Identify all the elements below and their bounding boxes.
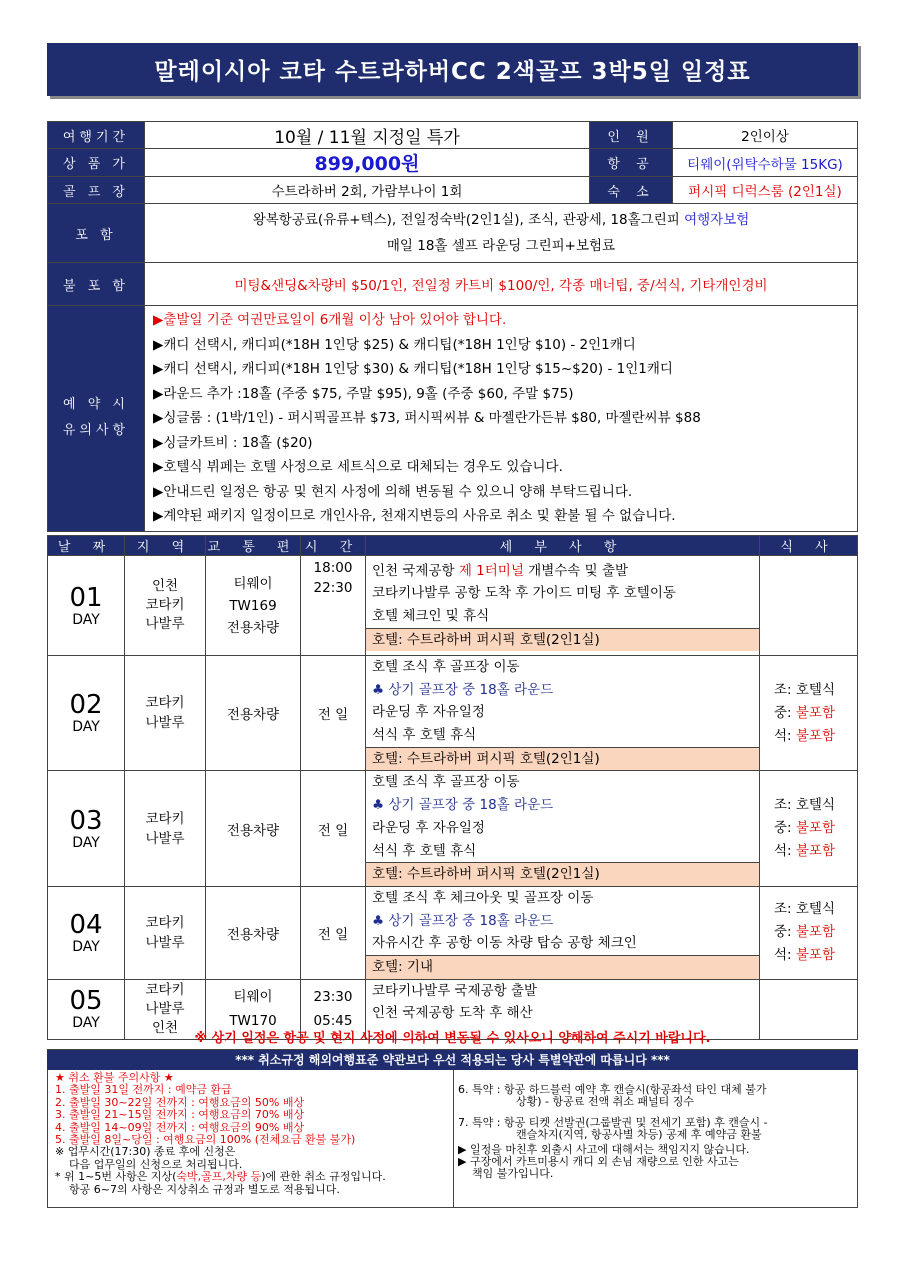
meal-cell: 조: 호텔식 중: 불포함 석: 불포함 <box>760 886 858 979</box>
time-cell: 23:30 05:45 <box>301 979 366 1039</box>
include-insurance: 여행자보험 <box>684 212 750 228</box>
day-cell: 03 DAY <box>48 771 125 886</box>
cancel-item: 2. 출발일 30~22일 전까지 : 여행요금의 50% 배상 <box>55 1095 305 1109</box>
exclude-value: 미팅&샌딩&차량비 $50/1인, 전일정 카트비 $100/인, 각종 매너팁, 중/석식, 기타개인경비 <box>145 263 858 306</box>
details-cell <box>366 656 760 771</box>
header-region: 지 역 <box>125 536 206 556</box>
cancel-title: ★ 취소 환불 주의사항 ★ <box>55 1071 174 1084</box>
hotel-line: 호텔: 수트라하버 퍼시픽 호텔(2인1실) <box>366 747 759 771</box>
air-label: 항 공 <box>590 149 673 177</box>
detail-line: 코타키나발루 공항 도착 후 가이드 미팅 후 호텔이동 <box>372 585 676 602</box>
transport-cell: 전용차량 <box>206 886 301 979</box>
hotel-line: 호텔: 기내 <box>366 955 759 979</box>
time-cell: 전 일 <box>301 771 366 886</box>
note-item: ▶라운드 추가 :18홀 (주중 $75, 주말 $95), 9홀 (주중 $60, 주말 $75) <box>153 385 574 402</box>
price-value: 899,000원 <box>145 149 590 177</box>
transport-cell: 티웨이 TW169 전용차량 <box>206 556 301 656</box>
time-cell: 전 일 <box>301 886 366 979</box>
detail-line: ♣ 상기 골프장 중 18홀 라운드 <box>372 912 554 929</box>
schedule-table <box>47 535 858 1040</box>
hotel-label: 숙 소 <box>590 177 673 204</box>
region-cell: 코타키 나발루 인천 <box>125 979 206 1039</box>
detail-line: 석식 후 호텔 휴식 <box>372 842 477 859</box>
day-row <box>48 656 858 771</box>
cancel-item: 4. 출발일 14~09일 전까지 : 여행요금의 90% 배상 <box>55 1120 305 1134</box>
hotel-line: 호텔: 수트라하버 퍼시픽 호텔(2인1실) <box>366 628 759 652</box>
day-row <box>48 886 858 979</box>
period-label: 여행기간 <box>48 122 145 149</box>
people-value: 2인이상 <box>673 122 858 149</box>
meal-cell: 조: 호텔식 중: 불포함 석: 불포함 <box>760 656 858 771</box>
cancel-item: 1. 출발일 31일 전까지 : 예약금 환급 <box>55 1083 232 1097</box>
detail-line: 자유시간 후 공항 이동 차량 탑승 공항 체크인 <box>372 935 637 952</box>
details-cell <box>366 556 760 656</box>
hotel-line: 호텔: 수트라하버 퍼시픽 호텔(2인1실) <box>366 862 759 886</box>
detail-line: 라운딩 후 자유일정 <box>372 704 485 721</box>
cancel-note: * 위 1~5번 사항은 지상(숙박,골프,차량 등)에 관한 취소 규정입니다. <box>55 1170 386 1184</box>
note-item: ▶출발일 기준 여권만료일이 6개월 이상 남아 있어야 합니다. <box>153 312 507 328</box>
note-item: ▶캐디 선택시, 캐디피(*18H 1인당 $30) & 캐디팁(*18H 1인당 $15~$20) - 1인1캐디 <box>153 361 673 377</box>
detail-line: ♣ 상기 골프장 중 18홀 라운드 <box>372 681 554 698</box>
notes-label: 예 약 시 유의사항 <box>48 306 145 532</box>
detail-line: 호텔 체크인 및 휴식 <box>372 608 490 624</box>
cancel-note-2: 항공 6~7의 사항은 지상취소 규정과 별도로 적용됩니다. <box>69 1182 340 1196</box>
day-row <box>48 556 858 656</box>
schedule-change-notice: ※ 상기 일정은 항공 및 현지 사정에 의하여 변동될 수 있사오니 양해하여 주시기 바랍니다. <box>47 1029 858 1050</box>
transport-cell: 전용차량 <box>206 656 301 771</box>
office-hours-2: 다음 업무일의 신청으로 처리됩니다. <box>69 1157 243 1171</box>
special-term: 책임 불가입니다. <box>472 1167 554 1181</box>
region-cell: 코타키 나발루 <box>125 886 206 979</box>
special-term: 캔슬차지(지역, 항공사별 차등) 공제 후 예약금 환불 <box>516 1128 762 1142</box>
header-time: 시 간 <box>301 536 366 556</box>
detail-line: 호텔 조식 후 체크아웃 및 골프장 이동 <box>372 889 594 906</box>
people-label: 인 원 <box>590 122 673 149</box>
region-cell: 인천 코타키 나발루 <box>125 556 206 656</box>
info-table <box>47 121 858 532</box>
detail-line: 석식 후 호텔 휴식 <box>372 727 477 744</box>
detail-line: 코타키나발루 국제공항 출발 <box>372 982 538 999</box>
cancel-item: 3. 출발일 21~15일 전까지 : 여행요금의 70% 배상 <box>55 1108 305 1122</box>
include-line1: 왕복항공료(유류+텍스), 전일정숙박(2인1실), 조식, 관광세, 18홀그린피 <box>252 212 680 228</box>
page-title: 말레이시아 코타 수트라하버CC 2색골프 3박5일 일정표 <box>47 43 858 96</box>
detail-line: 인천 국제공항 제 1터미널 개별수속 및 출발 <box>372 562 629 579</box>
golf-label: 골 프 장 <box>48 177 145 204</box>
day-row <box>48 771 858 886</box>
detail-line: 호텔 조식 후 골프장 이동 <box>372 659 520 675</box>
day-cell: 05 DAY <box>48 979 125 1039</box>
region-cell: 코타키 나발루 <box>125 656 206 771</box>
detail-line: 라운딩 후 자유일정 <box>372 819 485 836</box>
meal-cell: 조: 호텔식 중: 불포함 석: 불포함 <box>760 771 858 886</box>
detail-line: ♣ 상기 골프장 중 18홀 라운드 <box>372 797 554 814</box>
day-cell: 01 DAY <box>48 556 125 656</box>
time-cell: 전 일 <box>301 656 366 771</box>
note-item: ▶싱글룸 : (1박/1인) - 퍼시픽골프뷰 $73, 퍼시픽씨뷰 & 마젤란가든뷰 $80, 마젤란씨뷰 $88 <box>153 410 701 426</box>
air-value: 티웨이(위탁수하물 15KG) <box>673 149 858 177</box>
transport-cell: 전용차량 <box>206 771 301 886</box>
special-term: ▶ 구장에서 카트미용시 캐디 외 손님 재량으로 인한 사고는 <box>458 1155 739 1169</box>
note-item: ▶싱글카트비 : 18홀 ($20) <box>153 434 313 451</box>
cancel-policy-box <box>47 1070 858 1208</box>
special-term: 상황) - 항공료 전액 취소 패널티 징수 <box>516 1095 695 1109</box>
include-line2: 매일 18홀 셀프 라운딩 그린피+보험료 <box>386 238 616 254</box>
header-details: 세 부 사 항 <box>366 536 760 556</box>
transport-cell: 티웨이 TW170 <box>206 979 301 1039</box>
cancel-item: 5. 출발일 8일~당일 : 여행요금의 100% (전체요금 환불 불가) <box>55 1133 356 1147</box>
special-term: 6. 특약 : 항공 하드블럭 예약 후 캔슬시(항공좌석 타인 대체 불가 <box>458 1083 767 1096</box>
details-cell <box>366 771 760 886</box>
golf-value: 수트라하버 2회, 가람부나이 1회 <box>145 177 590 204</box>
region-cell: 코타키 나발루 <box>125 771 206 886</box>
details-cell <box>366 886 760 979</box>
hotel-value: 퍼시픽 디럭스룸 (2인1실) <box>673 177 858 204</box>
meal-cell <box>760 556 858 656</box>
exclude-label: 불 포 함 <box>48 263 145 306</box>
cancel-right <box>458 1084 853 1181</box>
note-item: ▶안내드린 일정은 항공 및 현지 사정에 의해 변동될 수 있으니 양해 부탁드립니다. <box>153 483 633 500</box>
detail-line: 인천 국제공항 도착 후 해산 <box>372 1005 533 1022</box>
time-cell: 18:00 22:30 <box>301 556 366 656</box>
cancel-left <box>55 1072 455 1196</box>
period-value: 10월 / 11월 지정일 특가 <box>145 122 590 149</box>
header-transport: 교 통 편 <box>206 536 301 556</box>
header-meals: 식 사 <box>760 536 858 556</box>
office-hours: ※ 업무시간(17:30) 종료 후에 신청은 <box>55 1145 236 1159</box>
include-value <box>145 204 858 263</box>
special-term: 7. 특약 : 항공 티켓 선발권(그룹발권 및 전세기 포함) 후 캔슬시 - <box>458 1115 768 1129</box>
header-date: 날 짜 <box>48 536 125 556</box>
cancel-policy-banner: *** 취소규정 해외여행표준 약관보다 우선 적용되는 당사 특별약관에 따릅니다 *** <box>47 1050 858 1070</box>
price-label: 상 품 가 <box>48 149 145 177</box>
note-item: ▶계약된 패키지 일정이므로 개인사유, 천재지변등의 사유로 취소 및 환불 될 수 없습니다. <box>153 508 676 524</box>
note-item: ▶캐디 선택시, 캐디피(*18H 1인당 $25) & 캐디팁(*18H 1인당 $10) - 2인1캐디 <box>153 336 636 353</box>
special-term: ▶ 일정을 마친후 외출시 사고에 대해서는 책임지지 않습니다. <box>458 1142 750 1156</box>
note-item: ▶호텔식 뷔페는 호텔 사정으로 세트식으로 대체되는 경우도 있습니다. <box>153 459 563 475</box>
include-label: 포 함 <box>48 204 145 263</box>
day-cell: 04 DAY <box>48 886 125 979</box>
detail-line: 호텔 조식 후 골프장 이동 <box>372 774 520 791</box>
day-cell: 02 DAY <box>48 656 125 771</box>
notes-list <box>145 306 858 532</box>
